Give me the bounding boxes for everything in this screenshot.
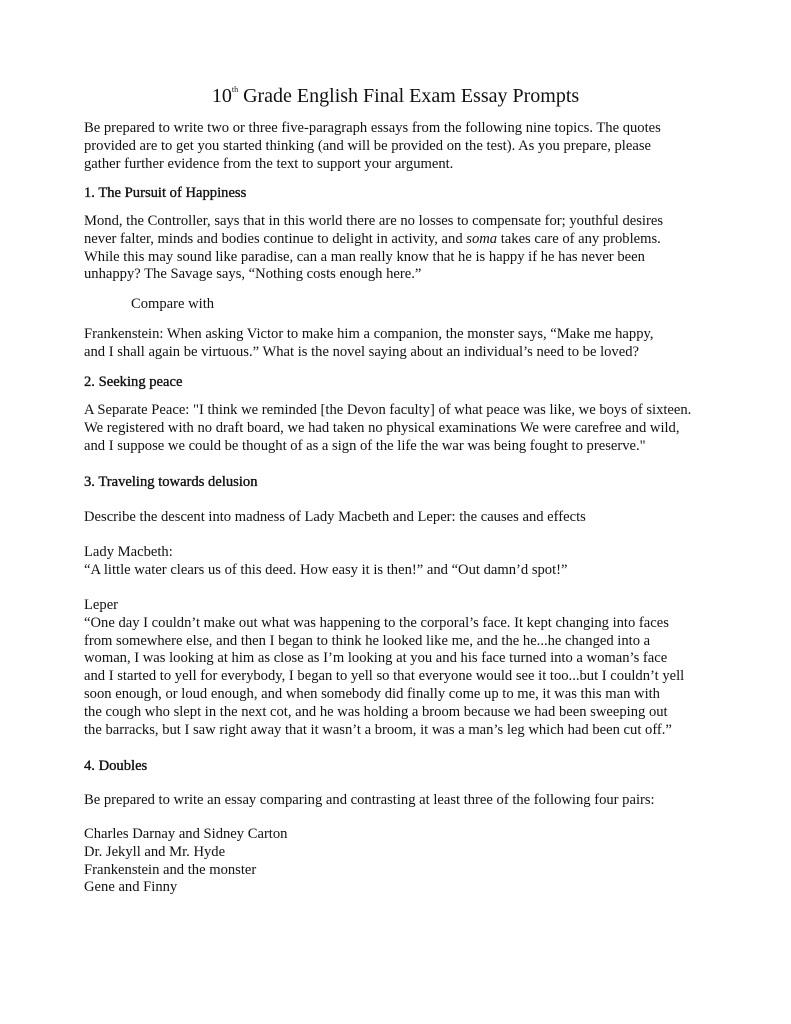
section-4-heading: 4. Doubles — [84, 758, 148, 774]
paragraph-line — [84, 231, 724, 249]
paragraph-line: and I shall again be virtuous.” What is the novel saying about an individual’s need to be loved? — [84, 343, 639, 360]
paragraph-line: “One day I couldn’t make out what was happening to the corporal’s face. It kept changing into faces — [84, 614, 669, 631]
paragraph-line: Lady Macbeth: — [84, 544, 173, 560]
section-1-heading: 1. The Pursuit of Happiness — [84, 185, 247, 201]
section-2-paragraph — [84, 402, 724, 455]
intro-line: Be prepared to write two or three five-paragraph essays from the following nine topics. The quotes — [84, 120, 661, 136]
paragraph-line: Describe the descent into madness of Lady Macbeth and Leper: the causes and effects — [84, 509, 586, 525]
paragraph-line: Frankenstein: When asking Victor to make him a companion, the monster says, “Make me happy, — [84, 326, 654, 342]
list-item: Dr. Jekyll and Mr. Hyde — [84, 843, 226, 860]
line-text: never falter, minds and bodies continue to delight in activity, and — [84, 230, 467, 247]
section-1-paragraph-2 — [84, 326, 724, 362]
intro-paragraph — [84, 120, 724, 173]
paragraph-line: soon enough, or loud enough, and when somebody did finally come up to me, it was this man with — [84, 685, 660, 702]
title-text: Grade English Final Exam Essay Prompts — [238, 85, 580, 107]
paragraph-line: the barracks, but I saw right away that it wasn’t a broom, it was a man’s leg which had been cut off.” — [84, 721, 672, 738]
paragraph-line: Leper — [84, 597, 119, 613]
intro-line: provided are to get you started thinking (and will be provided on the test). As you prepare, please — [84, 137, 651, 154]
page-title — [0, 84, 791, 108]
section-1-paragraph-1 — [84, 213, 724, 284]
section-4-instruction — [84, 792, 724, 810]
list-item: Gene and Finny — [84, 879, 178, 896]
paragraph-line: the cough who slept in the next cot, and he was holding a broom because we had been sweeping out — [84, 703, 668, 720]
list-item: Charles Darnay and Sidney Carton — [84, 826, 288, 842]
paragraph-line: Be prepared to write an essay comparing and contrasting at least three of the following four pairs: — [84, 792, 655, 808]
paragraph-line: woman, I was looking at him as close as I’m looking at you and his face turned into a woman’s face — [84, 650, 668, 667]
list-item: Frankenstein and the monster — [84, 861, 257, 878]
paragraph-line: We registered with no draft board, we had taken no physical examinations We were carefree and wild, — [84, 419, 680, 436]
leper-quote — [84, 597, 724, 739]
compare-with-text: Compare with — [131, 296, 215, 312]
paragraph-line: and I suppose we could be thought of as a sign of the life the war was being fought to preserve." — [84, 437, 646, 454]
section-3-heading: 3. Traveling towards delusion — [84, 474, 258, 490]
pairs-list — [84, 826, 724, 897]
section-3-description — [84, 509, 724, 527]
lady-macbeth-quote — [84, 544, 724, 580]
line-text: takes care of any problems. — [497, 230, 661, 247]
paragraph-line: unhappy? The Savage says, “Nothing costs enough here.” — [84, 266, 422, 283]
paragraph-line: While this may sound like paradise, can a man really know that he is happy if he has never been — [84, 248, 645, 265]
title-ordinal-suffix: th — [231, 85, 239, 94]
section-2-heading: 2. Seeking peace — [84, 374, 183, 390]
intro-line: gather further evidence from the text to support your argument. — [84, 155, 454, 172]
paragraph-line: “A little water clears us of this deed. How easy it is then!” and “Out damn’d spot!” — [84, 561, 568, 578]
title-number: 10 — [211, 85, 232, 107]
paragraph-line: Mond, the Controller, says that in this world there are no losses to compensate for; youthful desires — [84, 213, 663, 229]
soma-italic: soma — [466, 230, 498, 247]
paragraph-line: A Separate Peace: "I think we reminded [the Devon faculty] of what peace was like, we boys of sixteen. — [84, 402, 692, 418]
paragraph-line: and I started to yell for everybody, I began to yell so that everyone would see it too...but I couldn’t yell — [84, 668, 685, 685]
paragraph-line: from somewhere else, and then I began to think he looked like me, and the he...he changed into a — [84, 632, 651, 649]
